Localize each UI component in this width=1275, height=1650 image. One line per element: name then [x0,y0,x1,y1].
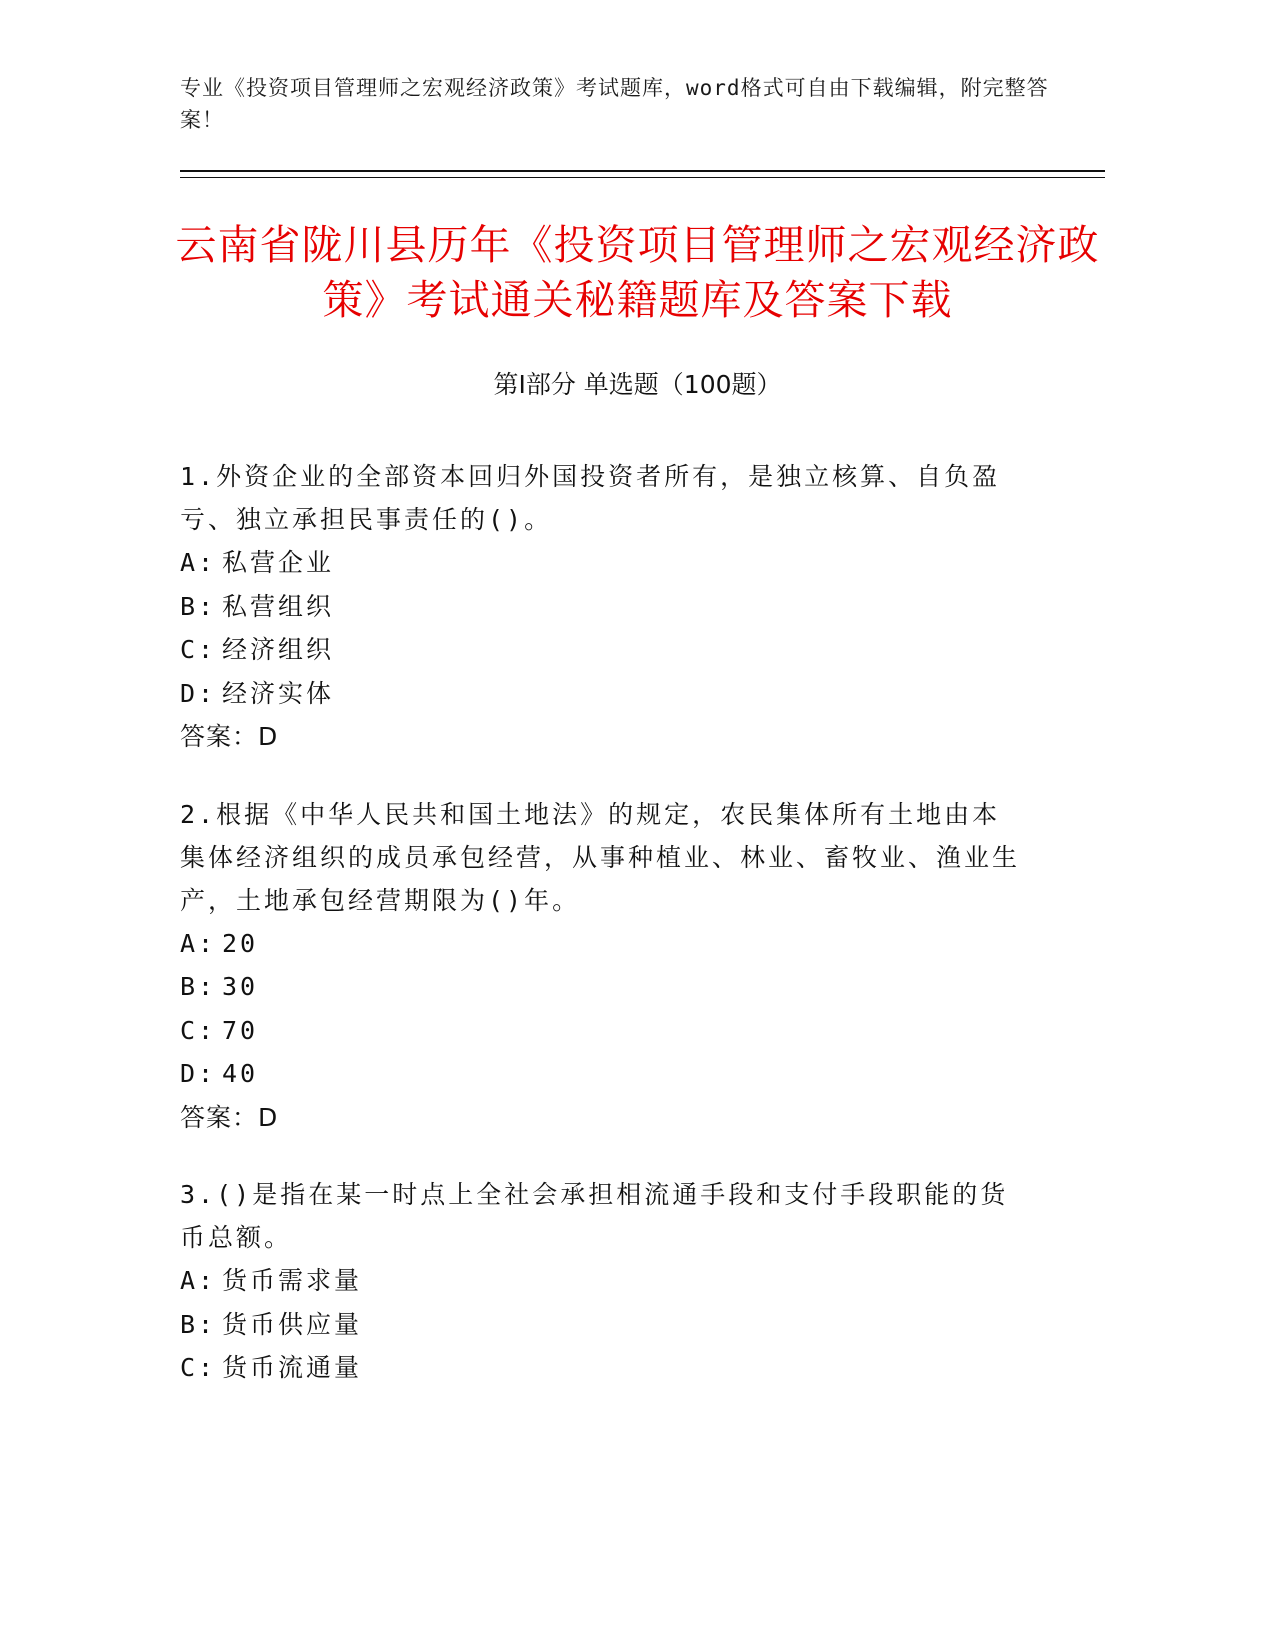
header-rule-thick [180,170,1105,172]
option-letter: D: [180,1059,217,1088]
option-letter: A: [180,1266,217,1295]
option-letter: C: [180,1353,217,1382]
option-letter: D: [180,678,217,708]
section-heading: 第Ⅰ部分 单选题（100题） [493,370,782,399]
option-d [180,1052,1025,1096]
option-text: 货币供应量 [222,1309,363,1339]
option-text: 20 [222,928,259,958]
option-text: 货币需求量 [222,1266,363,1295]
option-c [180,1009,1025,1053]
option-text: 经济实体 [222,678,335,708]
option-text: 货币流通量 [222,1353,363,1382]
option-c [180,628,1025,672]
option-letter: A: [180,928,217,958]
option-b [180,965,1025,1009]
document-title: 云南省陇川县历年《投资项目管理师之宏观经济政策》考试通关秘籍题库及答案下载 [175,221,1100,324]
question-list [180,455,1025,1424]
option-letter: B: [180,591,217,621]
option-text: 私营企业 [222,548,335,577]
option-text: 40 [222,1059,259,1088]
option-text: 私营组织 [222,591,335,621]
option-letter: B: [180,972,217,1001]
question-2 [180,793,1025,1140]
answer-line: 答案：D [180,722,279,751]
header-note: 专业《投资项目管理师之宏观经济政策》考试题库，word格式可自由下载编辑，附完整答案！ [180,76,1049,132]
option-b [180,1303,1025,1347]
option-text: 70 [222,1015,259,1045]
option-a [180,541,1025,585]
option-letter: C: [180,1015,217,1045]
header-rule-thin [180,177,1105,178]
option-letter: C: [180,635,217,664]
option-a [180,1259,1025,1303]
option-text: 经济组织 [222,635,335,664]
question-text: 2.根据《中华人民共和国土地法》的规定，农民集体所有土地由本集体经济组织的成员承包经营，从事种植业、林业、畜牧业、渔业生产，土地承包经营期限为()年。 [180,799,1021,915]
option-b [180,585,1025,629]
option-a [180,922,1025,966]
question-3 [180,1173,1025,1390]
question-1 [180,455,1025,759]
option-d [180,672,1025,716]
option-c [180,1346,1025,1390]
option-letter: A: [180,548,217,577]
question-text: 1.外资企业的全部资本回归外国投资者所有，是独立核算、自负盈亏、独立承担民事责任的()。 [180,462,1001,534]
option-text: 30 [222,972,259,1001]
answer-line: 答案：D [180,1102,279,1132]
question-text: 3.()是指在某一时点上全社会承担相流通手段和支付手段职能的货币总额。 [180,1180,1009,1252]
option-letter: B: [180,1309,217,1339]
